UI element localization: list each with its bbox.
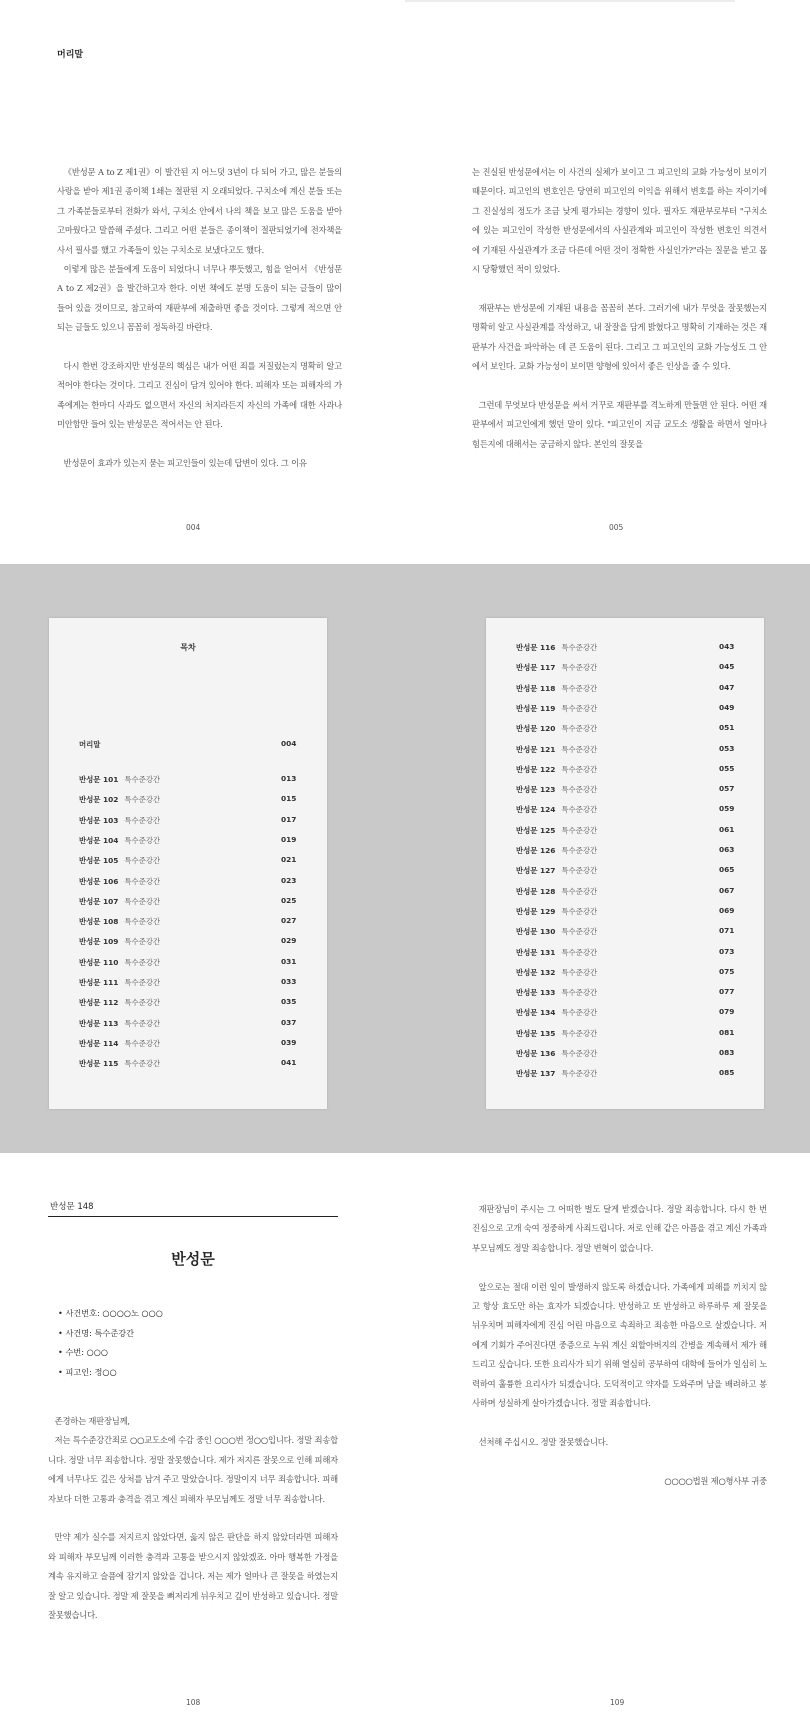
toc-entry-page: 043 bbox=[719, 642, 735, 651]
toc-entry-number: 반성문 103 bbox=[79, 815, 119, 825]
toc-entry-number: 반성문 135 bbox=[516, 1028, 556, 1038]
toc-entry-page: 015 bbox=[281, 794, 297, 804]
toc-entry[interactable] bbox=[79, 835, 309, 847]
toc-entry-number: 반성문 134 bbox=[516, 1008, 556, 1018]
toc-entry[interactable] bbox=[516, 1048, 746, 1060]
toc-entry-page: 027 bbox=[281, 916, 297, 926]
toc-entry-subtitle: 특수준강간 bbox=[561, 785, 598, 795]
toc-entry-label bbox=[79, 1018, 160, 1029]
toc-entry-page: 045 bbox=[719, 662, 735, 672]
toc-entry-label bbox=[516, 1007, 597, 1018]
toc-entry-subtitle: 특수준강간 bbox=[561, 643, 598, 652]
toc-spread bbox=[0, 564, 810, 1153]
toc-entry-subtitle: 특수준강간 bbox=[561, 744, 598, 754]
preface-text-right bbox=[472, 163, 767, 454]
toc-entry[interactable] bbox=[516, 947, 746, 959]
document-title: 반성문 bbox=[171, 1250, 215, 1268]
toc-entry[interactable] bbox=[516, 764, 746, 776]
toc-entry-label bbox=[516, 886, 597, 897]
paragraph: 그런데 무엇보다 반성문을 써서 거꾸로 재판부를 격노하게 만들면 안 된다. 어떤 재판부에서 피고인에게 했던 말이 있다. "피고인이 지금 교도소 생활을 하면서 얼마나 힘든지에 대해서는 궁금하지 않다. 본인의 잘못을 bbox=[472, 399, 767, 449]
page-108 bbox=[0, 1153, 405, 1728]
paragraph: 만약 제가 실수를 저지르지 않았다면, 옳지 않은 판단을 하지 않았더라면 피해자와 피해자 부모님께 이러한 충격과 고통을 받으시지 않았겠죠. 아마 행복한 가정을 계속 유지하고 슬픔에 잠기지 않았을 겁니다. 저는 제가 얼마나 큰 잘못을 하였는지 잘 알고 있습니다. 정말 제 잘못을 뼈저리게 뉘우치고 깊이 반성하고 있습니다. 정말 잘못했습니다. bbox=[48, 1532, 338, 1621]
toc-entry[interactable] bbox=[516, 1028, 746, 1040]
toc-entry[interactable] bbox=[516, 845, 746, 857]
letter-spread bbox=[0, 1153, 810, 1728]
toc-entry-page: 019 bbox=[281, 834, 297, 844]
toc-entry-label bbox=[516, 784, 597, 795]
toc-entry-number: 반성문 123 bbox=[516, 785, 556, 795]
toc-entry-number: 반성문 118 bbox=[516, 683, 556, 693]
toc-entry-page: 067 bbox=[719, 885, 735, 895]
toc-entry[interactable] bbox=[79, 936, 309, 948]
toc-entry-subtitle: 특수준강간 bbox=[561, 866, 598, 876]
toc-entry-subtitle: 특수준강간 bbox=[124, 775, 161, 784]
toc-entry-subtitle: 특수준강간 bbox=[124, 998, 161, 1008]
defendant-field: • 피고인: 정○○ bbox=[58, 1363, 163, 1383]
section-label bbox=[48, 1199, 338, 1217]
toc-page-right bbox=[486, 618, 764, 1109]
toc-entry-page: 053 bbox=[719, 743, 735, 753]
toc-entry-label bbox=[79, 876, 160, 887]
toc-entry-subtitle: 특수준강간 bbox=[561, 825, 598, 835]
toc-entry-label bbox=[516, 744, 597, 755]
toc-entry-number: 반성문 115 bbox=[79, 1059, 119, 1069]
toc-entry-label bbox=[516, 845, 597, 856]
toc-entry-label bbox=[79, 835, 160, 846]
toc-entry-number: 반성문 111 bbox=[79, 978, 119, 987]
toc-entry-subtitle: 특수준강간 bbox=[561, 805, 598, 815]
toc-entry-label bbox=[516, 967, 597, 978]
toc-entry-subtitle: 특수준강간 bbox=[124, 1059, 161, 1069]
toc-entry-number: 반성문 104 bbox=[79, 835, 119, 845]
paragraph: 재판부는 반성문에 기재된 내용을 꼼꼼히 본다. 그러기에 내가 무엇을 잘못했는지 명확히 알고 사실관계를 작성하고, 내 잘잘을 담게 밝혔다고 명확히 기재하는 것은 재판부가 사건을 파악하는 데 큰 도움이 된다. 그리고 그 피고인의 교화 가능성도 그 안에서 보인다. 교화 가능성이 보이면 양형에 있어서 좋은 인상을 줄 수 있다. bbox=[472, 302, 767, 372]
toc-entry[interactable] bbox=[79, 997, 309, 1009]
toc-entry[interactable] bbox=[79, 815, 309, 827]
toc-preface-row[interactable] bbox=[79, 739, 299, 751]
toc-entry-label bbox=[79, 916, 160, 927]
toc-entry-label bbox=[79, 774, 160, 785]
toc-entry-page: 041 bbox=[281, 1058, 297, 1068]
toc-entry-number: 반성문 107 bbox=[79, 896, 119, 906]
toc-entry-number: 반성문 117 bbox=[516, 663, 556, 673]
toc-entry-subtitle: 특수준강간 bbox=[561, 846, 598, 855]
paragraph: 다시 한번 강조하지만 반성문의 핵심은 내가 어떤 죄를 저질렀는지 명확히 알고 적어야 한다는 것이다. 그리고 진심이 담겨 있어야 한다. 피해자 또는 피해자의 가족에게는 한마디 사과도 없으면서 자신의 처지라든지 자신의 가족에 대한 사과나 미안함만 들어 있는 반성문은 적어서는 안 된다. bbox=[57, 361, 342, 430]
toc-page-left bbox=[49, 618, 327, 1109]
toc-entry[interactable] bbox=[79, 855, 309, 867]
closing-line: 선처해 주십시오. 정말 잘못했습니다. bbox=[478, 1436, 609, 1447]
letter-text-left bbox=[48, 1412, 338, 1625]
toc-entry-label bbox=[516, 825, 597, 836]
toc-entry-subtitle: 특수준강간 bbox=[561, 724, 598, 734]
toc-entry-label bbox=[516, 865, 597, 876]
case-number-field: • 사건번호: ○○○○노 ○○○ bbox=[58, 1304, 163, 1324]
toc-entry-number: 반성문 121 bbox=[516, 744, 556, 754]
toc-entry-subtitle: 특수준강간 bbox=[561, 886, 598, 896]
page-109 bbox=[405, 1153, 810, 1728]
toc-entry-subtitle: 특수준강간 bbox=[561, 967, 598, 977]
toc-entry-page: 029 bbox=[281, 936, 297, 946]
folio: 004 bbox=[186, 523, 201, 532]
toc-entry[interactable] bbox=[516, 886, 746, 898]
toc-entry[interactable] bbox=[516, 723, 746, 735]
toc-entry-number: 반성문 122 bbox=[516, 764, 556, 774]
running-head: 머리말 bbox=[57, 50, 84, 60]
toc-entry-number: 반성문 119 bbox=[516, 703, 556, 713]
toc-entry-subtitle: 특수준강간 bbox=[124, 937, 161, 947]
toc-entry-subtitle: 특수준강간 bbox=[124, 957, 161, 967]
toc-entry-label bbox=[79, 936, 160, 947]
toc-entry-number: 반성문 128 bbox=[516, 886, 556, 896]
toc-entry-number: 반성문 116 bbox=[516, 643, 556, 652]
toc-entry-label bbox=[79, 1058, 160, 1069]
toc-entry-page: 004 bbox=[281, 739, 297, 748]
toc-entry[interactable] bbox=[516, 865, 746, 877]
toc-entry-label bbox=[79, 957, 160, 968]
toc-entry-subtitle: 특수준강간 bbox=[561, 906, 598, 916]
toc-entry-number: 반성문 126 bbox=[516, 846, 556, 855]
toc-entry-label bbox=[79, 815, 160, 826]
toc-entry-page: 023 bbox=[281, 875, 297, 885]
toc-entry-number: 반성문 127 bbox=[516, 866, 556, 876]
toc-entry-number: 반성문 109 bbox=[79, 937, 119, 947]
toc-entry-subtitle: 특수준강간 bbox=[124, 896, 161, 906]
toc-entry[interactable] bbox=[79, 896, 309, 908]
toc-entry-label bbox=[516, 947, 597, 958]
page-004 bbox=[0, 0, 405, 564]
toc-entry[interactable] bbox=[516, 804, 746, 816]
toc-entry-number: 반성문 130 bbox=[516, 927, 556, 937]
toc-entry-subtitle: 특수준강간 bbox=[124, 795, 161, 805]
toc-entry-page: 013 bbox=[281, 774, 297, 783]
toc-entry-number: 반성문 136 bbox=[516, 1049, 556, 1058]
toc-entry-number: 반성문 120 bbox=[516, 724, 556, 734]
letter-text-right bbox=[472, 1200, 767, 1491]
inmate-number-field: • 수번: ○○○ bbox=[58, 1343, 163, 1363]
toc-entry-subtitle: 특수준강간 bbox=[561, 1069, 598, 1079]
toc-entry[interactable] bbox=[516, 662, 746, 674]
case-name-field: • 사건명: 특수준강간 bbox=[58, 1324, 163, 1344]
toc-entry-label bbox=[79, 977, 160, 988]
toc-entry-label bbox=[79, 997, 160, 1008]
toc-entry-page: 037 bbox=[281, 1017, 297, 1027]
toc-entry[interactable] bbox=[516, 926, 746, 938]
toc-entry-subtitle: 특수준강간 bbox=[124, 978, 161, 987]
toc-entry-label bbox=[516, 804, 597, 815]
toc-entry-subtitle: 특수준강간 bbox=[124, 876, 161, 886]
section-label-text: 반성문 148 bbox=[50, 1202, 94, 1212]
toc-entry-page: 051 bbox=[719, 723, 735, 733]
toc-entry-subtitle: 특수준강간 bbox=[124, 815, 161, 825]
toc-entry-label bbox=[516, 703, 597, 714]
toc-entry-subtitle: 특수준강간 bbox=[561, 764, 598, 774]
toc-entry-label bbox=[516, 683, 597, 694]
toc-entry[interactable] bbox=[516, 967, 746, 979]
toc-entry[interactable] bbox=[516, 703, 746, 715]
toc-entry[interactable] bbox=[516, 1068, 746, 1080]
toc-entry-page: 057 bbox=[719, 784, 735, 794]
toc-entry-label bbox=[516, 987, 597, 998]
toc-entry-page: 031 bbox=[281, 956, 297, 966]
toc-entry-subtitle: 특수준강간 bbox=[561, 988, 598, 998]
toc-entry-number: 반성문 101 bbox=[79, 775, 119, 784]
toc-entry-label bbox=[79, 1038, 160, 1049]
toc-entry[interactable] bbox=[516, 825, 746, 837]
toc-entry-label bbox=[516, 926, 597, 937]
toc-entry[interactable] bbox=[516, 1007, 746, 1019]
toc-title: 목차 bbox=[180, 643, 196, 652]
toc-entry-subtitle: 특수준강간 bbox=[124, 1038, 161, 1048]
toc-entry-page: 069 bbox=[719, 905, 735, 915]
toc-entry-page: 071 bbox=[719, 926, 735, 936]
toc-entry-number: 반성문 113 bbox=[79, 1018, 119, 1028]
toc-entry-page: 049 bbox=[719, 702, 735, 712]
toc-entry-label bbox=[79, 855, 160, 866]
toc-entry[interactable] bbox=[516, 642, 746, 654]
toc-entry-subtitle: 특수준강간 bbox=[561, 663, 598, 673]
toc-entry-number: 반성문 132 bbox=[516, 967, 556, 977]
toc-entry[interactable] bbox=[79, 916, 309, 928]
toc-entry-number: 반성문 102 bbox=[79, 795, 119, 805]
toc-entry[interactable] bbox=[516, 784, 746, 796]
toc-entry-page: 035 bbox=[281, 997, 297, 1007]
paragraph: 재판장님이 주시는 그 어떠한 벌도 달게 받겠습니다. 정말 죄송합니다. 다시 한 번 진심으로 고개 숙여 정중하게 사죄드립니다. 저로 인해 같은 아픔을 겪고 계신 가족과 부모님께도 정말 죄송합니다. 정말 변혁이 없습니다. bbox=[472, 1204, 767, 1253]
page-005 bbox=[405, 0, 810, 564]
toc-entry-number: 반성문 108 bbox=[79, 917, 119, 927]
toc-entry-page: 063 bbox=[719, 845, 735, 854]
toc-entry-label bbox=[516, 1028, 597, 1039]
toc-entry-page: 077 bbox=[719, 987, 735, 997]
toc-entry-subtitle: 특수준강간 bbox=[561, 703, 598, 713]
toc-entry-page: 073 bbox=[719, 946, 735, 956]
toc-entry-label bbox=[516, 1048, 597, 1059]
toc-entry[interactable] bbox=[79, 1058, 309, 1070]
toc-entry-subtitle: 특수준강간 bbox=[561, 1028, 598, 1038]
toc-entry-label: 머리말 bbox=[79, 740, 101, 749]
toc-entry[interactable] bbox=[79, 977, 309, 989]
toc-entry-page: 055 bbox=[719, 763, 735, 773]
paragraph: 는 진실된 반성문에서는 이 사건의 실체가 보이고 그 피고인의 교화 가능성이 보이기 때문이다. 피고인의 변호인은 당연히 피고인의 이익을 위해서 변호를 하는 자이기에 그 진실성의 정도가 조금 낮게 평가되는 경향이 있다. 필자도 재판부로부터 "구치소에 있는 피고인이 작성한 반성문에서의 사실관계와 피고인이 작성한 변호인 의견서에 기재된 사실관계가 조금 다른데 어떤 것이 정확한 사실인가?"라는 질문을 받고 몹시 당황했던 적이 있었다. bbox=[472, 167, 767, 275]
folio: 005 bbox=[609, 523, 624, 532]
toc-entry[interactable] bbox=[516, 906, 746, 918]
toc-entry-page: 047 bbox=[719, 682, 735, 692]
toc-entry-number: 반성문 137 bbox=[516, 1069, 556, 1079]
toc-entry-page: 083 bbox=[719, 1048, 735, 1057]
toc-entry-label bbox=[516, 662, 597, 673]
toc-entry-subtitle: 특수준강간 bbox=[124, 856, 161, 866]
toc-entry-number: 반성문 125 bbox=[516, 825, 556, 835]
toc-entry-label bbox=[516, 642, 597, 653]
paragraph: 앞으로는 절대 이런 일이 발생하지 않도록 하겠습니다. 가족에게 피해를 끼치지 않고 항상 효도만 하는 효자가 되겠습니다. 반성하고 또 반성하고 하루하루 제 잘못을 뉘우치며 피해자에게 진심 어린 마음으로 속죄하고 죄송한 마음으로 살겠습니다. 저에게 기회가 주어진다면 중증으로 누워 계신 외할아버지의 간병을 계속해서 제가 해 드리고 싶습니다. 또한 요리사가 되기 위해 열심히 공부하여 대학에 들어가 일심히 노력하여 훌륭한 요리사가 되겠습니다. 도덕적이고 약자를 도와주며 남을 배려하고 봉사하며 성실하게 살아가겠습니다. 정말 죄송합니다. bbox=[472, 1281, 767, 1409]
toc-entry-number: 반성문 129 bbox=[516, 906, 556, 916]
toc-entry-page: 021 bbox=[281, 855, 297, 865]
paragraph: 이렇게 많은 분들에게 도움이 되었다니 너무나 뿌듯했고, 힘을 얻어서 《반성문 A to Z 제2권》을 발간하고자 한다. 이번 책에도 분명 도움이 되는 글들이 많이 들어 있을 것이므로, 참고하여 재판부에 제출하면 좋을 것이다. 그렇게 적으면 안 되는 글들도 있으니 꼼꼼히 정독하길 바란다. bbox=[57, 264, 342, 333]
toc-entry-page: 039 bbox=[281, 1037, 297, 1047]
addressee-signature: ○○○○법원 제○형사부 귀중 bbox=[664, 1475, 767, 1486]
toc-entry-page: 079 bbox=[719, 1007, 735, 1017]
salutation: 존경하는 재판장님께, bbox=[54, 1416, 130, 1426]
toc-entry-page: 061 bbox=[719, 824, 735, 834]
toc-entry[interactable] bbox=[516, 987, 746, 999]
paragraph: 반성문이 효과가 있는지 묻는 피고인들이 있는데 답변이 있다. 그 이유 bbox=[63, 458, 307, 469]
toc-entry-page: 081 bbox=[719, 1027, 735, 1037]
toc-entry-number: 반성문 124 bbox=[516, 805, 556, 815]
toc-entry-number: 반성문 110 bbox=[79, 957, 119, 967]
paragraph: 저는 특수준강간죄로 ○○교도소에 수감 중인 ○○○번 정○○입니다. 정말 죄송합니다. 정말 너무 죄송합니다. 정말 잘못했습니다. 제가 저지른 잘못으로 인해 피해자에게 너무나도 깊은 상처를 남겨 주고 말았습니다. 정말이지 너무 죄송합니다. 피해자보다 더한 고통과 충격을 겪고 계신 피해자 부모님께도 정말 너무 죄송합니다. bbox=[48, 1435, 338, 1504]
toc-entry-label bbox=[516, 764, 597, 775]
toc-entry[interactable] bbox=[79, 774, 309, 786]
toc-entry-number: 반성문 112 bbox=[79, 998, 119, 1008]
toc-entry[interactable] bbox=[79, 957, 309, 969]
folio: 108 bbox=[186, 1698, 201, 1707]
toc-entry-label bbox=[79, 794, 160, 805]
toc-entry-label bbox=[516, 723, 597, 734]
case-fields bbox=[58, 1304, 163, 1382]
preface-spread bbox=[0, 0, 810, 564]
toc-entry-page: 085 bbox=[719, 1068, 735, 1078]
toc-entry-number: 반성문 131 bbox=[516, 947, 556, 957]
toc-entry-page: 065 bbox=[719, 865, 735, 875]
toc-entry-subtitle: 특수준강간 bbox=[124, 835, 161, 845]
toc-entry[interactable] bbox=[79, 1018, 309, 1030]
toc-entry-label bbox=[516, 906, 597, 917]
toc-entry-number: 반성문 105 bbox=[79, 856, 119, 866]
toc-entry-subtitle: 특수준강간 bbox=[561, 1008, 598, 1018]
toc-entry-number: 반성문 114 bbox=[79, 1038, 119, 1048]
folio: 109 bbox=[610, 1698, 625, 1707]
toc-entry-label bbox=[79, 896, 160, 907]
toc-entry-page: 025 bbox=[281, 895, 297, 905]
toc-entry-subtitle: 특수준강간 bbox=[561, 683, 598, 693]
toc-entry-subtitle: 특수준강간 bbox=[561, 927, 598, 937]
toc-entry-subtitle: 특수준강간 bbox=[561, 947, 598, 957]
toc-entry[interactable] bbox=[516, 744, 746, 756]
toc-entry-number: 반성문 106 bbox=[79, 876, 119, 886]
toc-entry-label bbox=[516, 1068, 597, 1079]
toc-entry-subtitle: 특수준강간 bbox=[124, 917, 161, 927]
toc-entry-subtitle: 특수준강간 bbox=[561, 1049, 598, 1058]
preface-text-left bbox=[57, 163, 342, 473]
toc-entry[interactable] bbox=[79, 794, 309, 806]
toc-entry-page: 059 bbox=[719, 804, 735, 814]
toc-entry-subtitle: 특수준강간 bbox=[124, 1018, 161, 1028]
toc-entry[interactable] bbox=[79, 876, 309, 888]
toc-entry-number: 반성문 133 bbox=[516, 988, 556, 998]
paragraph: 《반성문 A to Z 제1권》이 발간된 지 어느덧 3년이 다 되어 가고, 많은 분들의 사랑을 받아 제1권 종이책 1쇄는 절판된 지 오래되었다. 구치소에 계신 분들 또는 그 가족분들로부터 전화가 와서, 구치소 안에서 나의 책을 보고 많은 도움을 받아 고마웠다고 말씀해 주셨다. 그리고 어떤 분들은 종이책이 절판되었기에 전자책을 사서 필사를 했고 가족들이 있는 구치소로 보냈다고도 했다. bbox=[57, 167, 342, 255]
toc-entry-page: 033 bbox=[281, 977, 297, 986]
toc-entry[interactable] bbox=[79, 1038, 309, 1050]
toc-entry[interactable] bbox=[516, 683, 746, 695]
toc-entry-page: 017 bbox=[281, 814, 297, 824]
toc-entry-page: 075 bbox=[719, 966, 735, 976]
